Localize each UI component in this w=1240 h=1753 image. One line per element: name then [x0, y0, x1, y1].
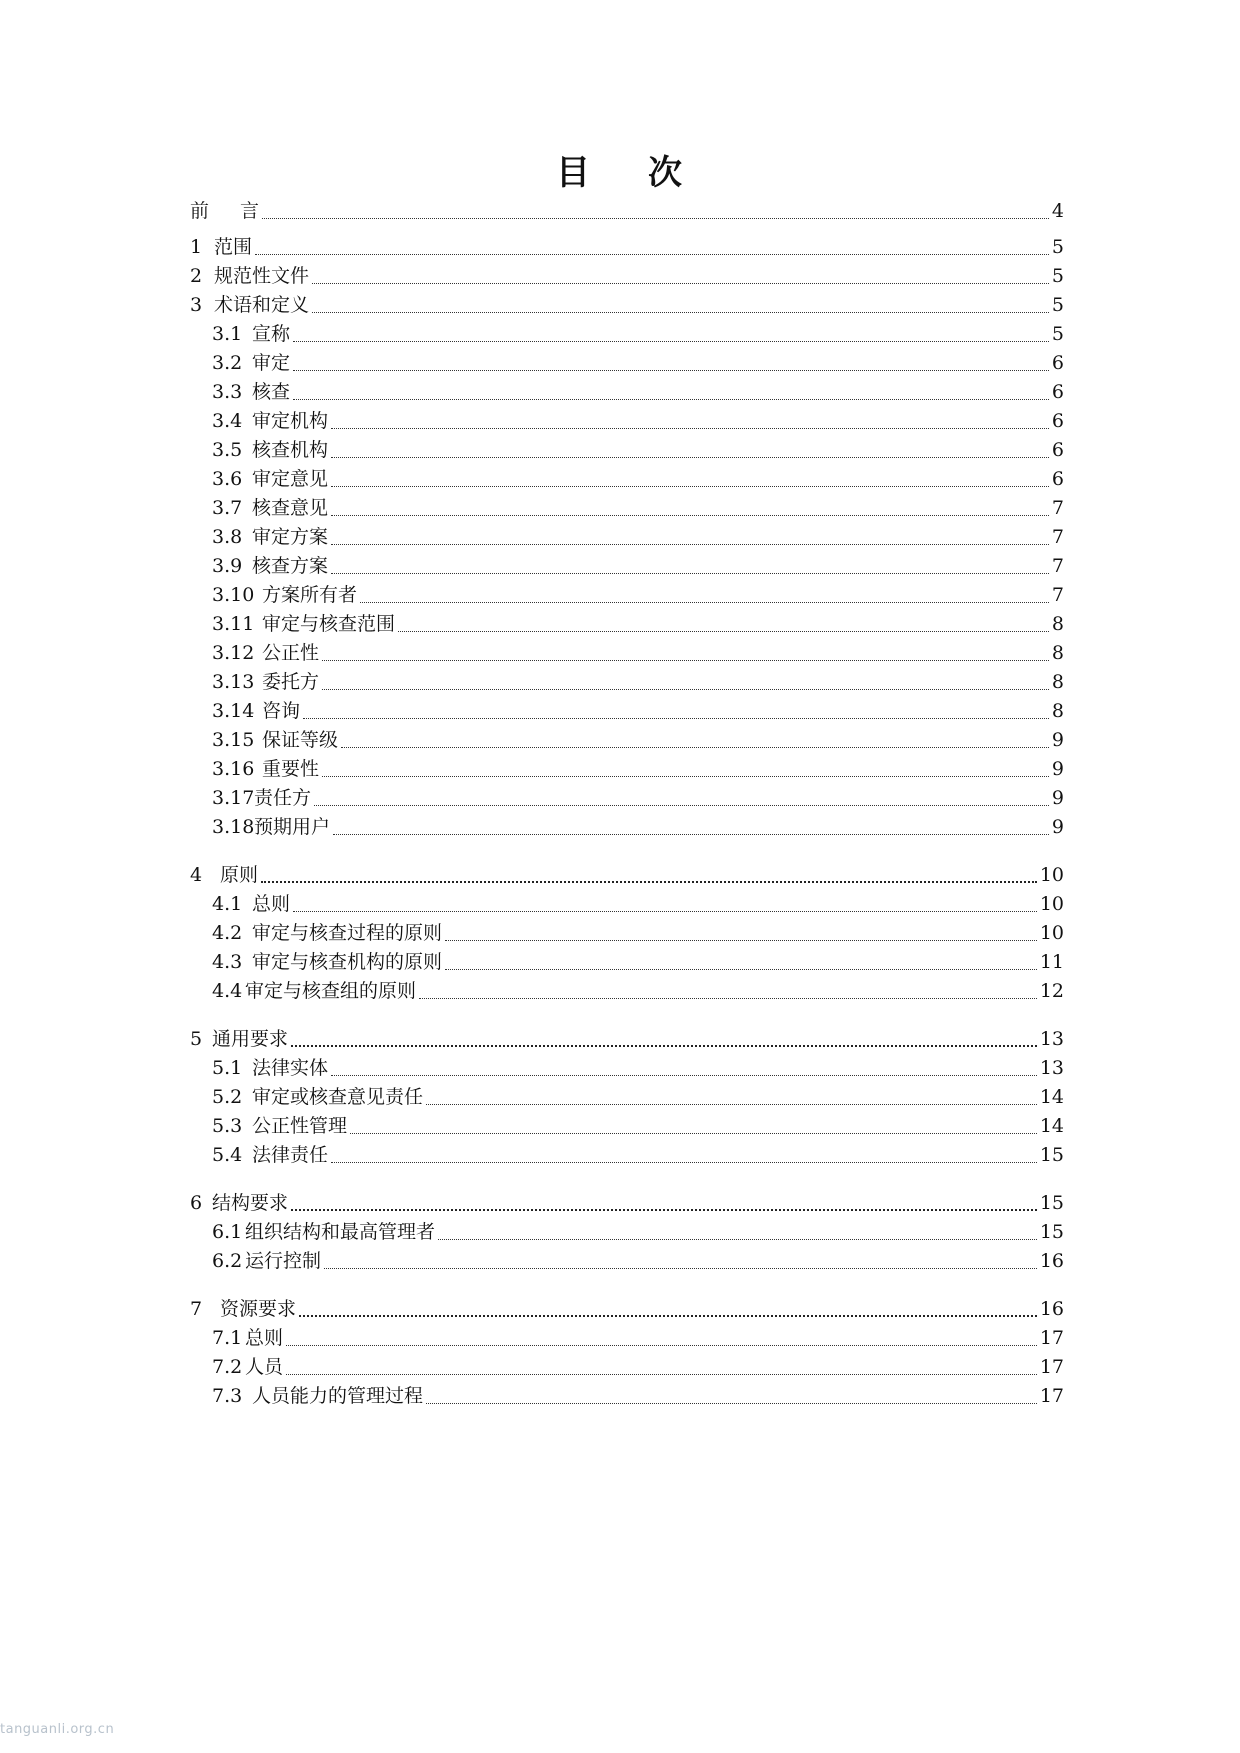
toc-entry-number: 3.13 [212, 671, 255, 693]
toc-entry-label: 方案所有者 [262, 584, 358, 606]
toc-leader-dots [398, 625, 1049, 632]
toc-entry-label: 术语和定义 [214, 294, 310, 316]
toc-entry-page: 8 [1051, 671, 1064, 693]
toc-entry-page: 6 [1051, 352, 1064, 374]
toc-entry[interactable] [212, 1113, 1064, 1139]
toc-entry-label: 人员能力的管理过程 [252, 1385, 424, 1407]
toc-entry-label: 范围 [214, 236, 253, 258]
toc-leader-dots [312, 277, 1049, 284]
toc-entry-page: 15 [1039, 1221, 1064, 1243]
toc-entry[interactable] [212, 1248, 1064, 1274]
toc-entry-page: 15 [1039, 1192, 1064, 1214]
toc-leader-dots [291, 1038, 1037, 1047]
toc-entry-label: 言 [240, 200, 260, 222]
toc-entry-number: 3.18 [212, 816, 255, 838]
toc-entry[interactable] [212, 379, 1064, 405]
toc-entry[interactable] [212, 466, 1064, 492]
toc-entry-page: 13 [1039, 1028, 1064, 1050]
toc-entry[interactable] [212, 495, 1064, 521]
toc-leader-dots [419, 992, 1037, 999]
toc-entry-number: 前 [190, 200, 210, 222]
toc-entry-label: 审定 [252, 352, 291, 374]
toc-entry[interactable] [212, 1219, 1064, 1245]
toc-entry[interactable] [190, 263, 1064, 289]
toc-entry-page: 11 [1039, 951, 1064, 973]
toc-entry-number: 6.1 [212, 1221, 243, 1243]
toc-leader-dots [426, 1397, 1037, 1404]
toc-entry-number: 5 [190, 1028, 203, 1050]
toc-entry-number: 2 [190, 265, 203, 287]
toc-entry-page: 10 [1039, 922, 1064, 944]
toc-entry-number: 7 [190, 1298, 203, 1320]
toc-entry[interactable] [212, 350, 1064, 376]
toc-entry[interactable] [190, 234, 1064, 260]
toc-leader-dots [438, 1233, 1037, 1240]
toc-entry[interactable] [212, 949, 1064, 975]
toc-entry[interactable] [212, 1142, 1064, 1168]
toc-entry[interactable] [212, 891, 1064, 917]
toc-entry-page: 10 [1039, 864, 1064, 886]
toc-entry-page: 14 [1039, 1086, 1064, 1108]
toc-leader-dots [426, 1098, 1037, 1105]
toc-leader-dots [331, 1156, 1037, 1163]
toc-entry-label: 通用要求 [212, 1028, 289, 1050]
toc-entry-number: 3.9 [212, 555, 243, 577]
toc-entry-number: 3 [190, 294, 203, 316]
toc-entry-label: 核查方案 [252, 555, 329, 577]
toc-entry-page: 14 [1039, 1115, 1064, 1137]
toc-entry-number: 3.6 [212, 468, 243, 490]
toc-leader-dots [331, 422, 1049, 429]
toc-entry[interactable] [212, 582, 1064, 608]
toc-entry[interactable] [212, 321, 1064, 347]
toc-entry-number: 4.2 [212, 922, 243, 944]
toc-leader-dots [299, 1308, 1037, 1317]
toc-entry-page: 17 [1039, 1327, 1064, 1349]
toc-entry[interactable] [212, 785, 1064, 811]
toc-entry-page: 8 [1051, 613, 1064, 635]
toc-entry-label: 审定机构 [252, 410, 329, 432]
page-title [0, 152, 1240, 194]
toc-leader-dots [312, 306, 1049, 313]
toc-entry[interactable] [212, 1084, 1064, 1110]
toc-entry-number: 3.11 [212, 613, 255, 635]
toc-entry-label: 咨询 [262, 700, 301, 722]
toc-entry-number: 3.3 [212, 381, 243, 403]
toc-entry-page: 17 [1039, 1356, 1064, 1378]
toc-entry-page: 4 [1051, 200, 1064, 222]
toc-entry-label: 结构要求 [212, 1192, 289, 1214]
toc-leader-dots [293, 364, 1049, 371]
toc-leader-dots [303, 712, 1049, 719]
toc-entry-number: 7.3 [212, 1385, 243, 1407]
toc-entry-label: 审定与核查范围 [262, 613, 396, 635]
toc-entry-number: 5.1 [212, 1057, 243, 1079]
toc-leader-dots [445, 963, 1037, 970]
page-title-char-1: 目 [556, 153, 592, 193]
toc-leader-dots [262, 212, 1049, 219]
toc-entry-page: 8 [1051, 642, 1064, 664]
toc-entry-label: 预期用户 [254, 816, 331, 838]
toc-entry-page: 5 [1051, 265, 1064, 287]
toc-entry-label: 重要性 [262, 758, 320, 780]
toc-entry-page: 8 [1051, 700, 1064, 722]
toc-entry-label: 规范性文件 [214, 265, 310, 287]
toc-entry-page: 6 [1051, 468, 1064, 490]
toc-entry-label: 核查意见 [252, 497, 329, 519]
toc-entry[interactable] [212, 408, 1064, 434]
toc-entry-number: 4 [190, 864, 203, 886]
toc-leader-dots [255, 248, 1049, 255]
toc-entry-number: 7.1 [212, 1327, 243, 1349]
toc-entry-number: 3.15 [212, 729, 255, 751]
toc-entry-page: 12 [1039, 980, 1064, 1002]
toc-entry-page: 6 [1051, 439, 1064, 461]
toc-leader-dots [293, 335, 1049, 342]
toc-entry[interactable] [212, 437, 1064, 463]
toc-leader-dots [331, 1069, 1037, 1076]
toc-entry-page: 7 [1051, 497, 1064, 519]
toc-entry-number: 3.16 [212, 758, 255, 780]
toc-entry[interactable] [212, 814, 1064, 840]
toc-entry-page: 16 [1039, 1250, 1064, 1272]
toc-entry-page: 17 [1039, 1385, 1064, 1407]
toc-leader-dots [331, 509, 1049, 516]
toc-leader-dots [331, 567, 1049, 574]
toc-entry[interactable] [212, 611, 1064, 637]
toc-entry-label: 人员 [245, 1356, 284, 1378]
toc-leader-dots [293, 393, 1049, 400]
toc-entry-number: 3.4 [212, 410, 243, 432]
toc-entry-number: 7.2 [212, 1356, 243, 1378]
toc-leader-dots [261, 874, 1037, 883]
toc-entry-number: 3.10 [212, 584, 255, 606]
toc-entry[interactable] [212, 1383, 1064, 1409]
toc-leader-dots [350, 1127, 1037, 1134]
toc-entry-number: 3.17 [212, 787, 255, 809]
toc-entry-number: 5.3 [212, 1115, 243, 1137]
toc-leader-dots [324, 1262, 1037, 1269]
toc-entry-number: 3.7 [212, 497, 243, 519]
toc-entry[interactable] [212, 1055, 1064, 1081]
toc-entry-label: 总则 [252, 893, 291, 915]
toc-entry-label: 审定意见 [252, 468, 329, 490]
toc-entry-label: 审定与核查机构的原则 [252, 951, 443, 973]
toc-entry-label: 资源要求 [220, 1298, 297, 1320]
toc-entry-number: 3.5 [212, 439, 243, 461]
toc-entry[interactable] [190, 1296, 1064, 1322]
toc-entry-number: 3.1 [212, 323, 243, 345]
toc-leader-dots [331, 480, 1049, 487]
toc-leader-dots [331, 451, 1049, 458]
toc-leader-dots [322, 770, 1049, 777]
toc-entry-label: 法律责任 [252, 1144, 329, 1166]
toc-entry-number: 4.1 [212, 893, 243, 915]
toc-entry[interactable] [212, 1354, 1064, 1380]
toc-entry-page: 7 [1051, 555, 1064, 577]
toc-entry[interactable] [212, 727, 1064, 753]
toc-entry-label: 公正性 [262, 642, 320, 664]
toc-entry-number: 3.2 [212, 352, 243, 374]
toc-entry-label: 核查 [252, 381, 291, 403]
toc-entry-number: 3.8 [212, 526, 243, 548]
toc-entry-label: 公正性管理 [252, 1115, 348, 1137]
toc-entry-page: 5 [1051, 236, 1064, 258]
toc-entry-number: 3.12 [212, 642, 255, 664]
toc-entry[interactable] [190, 1026, 1064, 1052]
toc-leader-dots [331, 538, 1049, 545]
toc-entry-page: 16 [1039, 1298, 1064, 1320]
toc-leader-dots [293, 905, 1037, 912]
toc-entry-label: 保证等级 [262, 729, 339, 751]
toc-leader-dots [322, 683, 1049, 690]
toc-entry-page: 9 [1051, 816, 1064, 838]
toc-leader-dots [286, 1368, 1037, 1375]
toc-leader-dots [360, 596, 1049, 603]
toc-entry-label: 责任方 [254, 787, 312, 809]
toc-entry-number: 3.14 [212, 700, 255, 722]
watermark: tanguanli.org.cn [0, 1722, 115, 1737]
toc-entry-label: 委托方 [262, 671, 320, 693]
toc-entry-label: 审定与核查组的原则 [245, 980, 417, 1002]
toc-entry[interactable] [212, 920, 1064, 946]
toc-entry-number: 1 [190, 236, 203, 258]
toc-entry[interactable] [212, 756, 1064, 782]
page-title-char-2: 次 [648, 153, 684, 193]
toc-leader-dots [286, 1339, 1037, 1346]
toc-entry[interactable] [212, 978, 1064, 1004]
toc-entry-label: 运行控制 [245, 1250, 322, 1272]
toc-entry-page: 9 [1051, 758, 1064, 780]
toc-leader-dots [314, 799, 1049, 806]
toc-entry-page: 9 [1051, 787, 1064, 809]
toc-entry[interactable] [212, 640, 1064, 666]
toc-entry-label: 宣称 [252, 323, 291, 345]
toc-entry-label: 核查机构 [252, 439, 329, 461]
toc-entry[interactable] [212, 1325, 1064, 1351]
toc-entry-number: 6.2 [212, 1250, 243, 1272]
toc-entry[interactable] [212, 669, 1064, 695]
toc-entry-label: 原则 [220, 864, 259, 886]
toc-entry-page: 10 [1039, 893, 1064, 915]
toc-entry[interactable] [190, 1190, 1064, 1216]
toc-entry[interactable] [212, 698, 1064, 724]
toc-entry-label: 法律实体 [252, 1057, 329, 1079]
toc-leader-dots [341, 741, 1049, 748]
toc-entry-page: 13 [1039, 1057, 1064, 1079]
toc-entry-label: 审定与核查过程的原则 [252, 922, 443, 944]
toc-leader-dots [322, 654, 1049, 661]
toc-entry[interactable] [190, 862, 1064, 888]
toc-entry[interactable] [212, 524, 1064, 550]
toc-leader-dots [445, 934, 1037, 941]
toc-entry-page: 5 [1051, 323, 1064, 345]
toc-entry-number: 4.3 [212, 951, 243, 973]
toc-entry-page: 6 [1051, 410, 1064, 432]
toc-entry-number: 4.4 [212, 980, 243, 1002]
toc-entry-page: 6 [1051, 381, 1064, 403]
toc-entry-label: 组织结构和最高管理者 [245, 1221, 436, 1243]
toc-entry-number: 5.2 [212, 1086, 243, 1108]
toc-entry-label: 审定方案 [252, 526, 329, 548]
toc-entry-page: 5 [1051, 294, 1064, 316]
toc-entry-page: 7 [1051, 526, 1064, 548]
toc-leader-dots [291, 1202, 1037, 1211]
toc-entry[interactable] [190, 292, 1064, 318]
toc-entry-number: 6 [190, 1192, 203, 1214]
toc-entry[interactable] [212, 553, 1064, 579]
toc-leader-dots [333, 828, 1049, 835]
toc-entry-page: 15 [1039, 1144, 1064, 1166]
toc-entry-label: 审定或核查意见责任 [252, 1086, 424, 1108]
toc-entry-page: 7 [1051, 584, 1064, 606]
toc-entry-number: 5.4 [212, 1144, 243, 1166]
toc-entry-label: 总则 [245, 1327, 284, 1349]
toc-entry-page: 9 [1051, 729, 1064, 751]
toc-entry[interactable] [190, 198, 1064, 224]
